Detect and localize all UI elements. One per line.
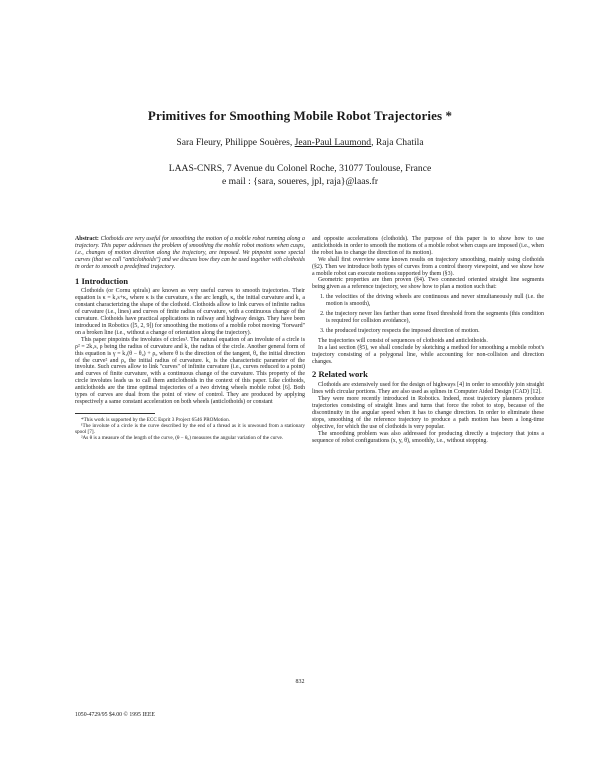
author-name: Raja Chatila: [375, 137, 424, 148]
list-item: 1. the velocities of the driving wheels are continuous and never simultaneously null (i.e. the motion is smooth),: [326, 294, 544, 308]
footnote: *This work is supported by the ECC Esprit 3 Project 6546 PROMotion.: [81, 416, 230, 423]
affiliation-block: [0, 162, 600, 188]
abstract-text: Clothoids are very useful for smoothing the motion of a mobile robot running along a trajectory. This paper addresses the problem of smoothing the mobile robot motions when cusps, i.e., changes of motion direction along the trajectory, are imposed. We pinpoint some special curves (that we call "anticlothoids") and we discuss how they can be used together with clothoids in order to smooth a predefined trajectory.: [75, 236, 305, 270]
footnote: ¹The involute of a circle is the curve described by the end of a thread as it is unwound from a stationary spool [7].: [75, 423, 305, 436]
author-name: Jean-Paul Laumond: [294, 137, 372, 148]
footnote: ²As θ is a measure of the length of the curve, (θ − θ₀) measures the angular variation of the curve.: [81, 435, 284, 442]
author-name: Sara Fleury: [176, 137, 221, 148]
paragraph: In a last section (§5), we shall conclude by sketching a method for smoothing a mobile robot's trajectory consisting of a polygonal line, while accounting for non-collision and direction changes.: [312, 344, 544, 365]
author-separator: ,: [371, 137, 376, 148]
author-list: [0, 137, 600, 148]
list-item: 3. the produced trajectory respects the imposed direction of motion.: [326, 328, 544, 335]
paragraph: Geometric properties are then proven (§4). Two connected oriented straight line segments being given as a reference trajectory, we show how to plan a motion such that:: [312, 277, 544, 291]
section-heading-introduction: 1 Introduction: [75, 275, 129, 286]
paragraph: They were more recently introduced in Robotics. Indeed, most trajectory planners produce trajectories consisting of straight lines and turns that force the robot to stop, because of the discontinuity in the angular speed when it has to change direction. In order to eliminate these stops, smoothing of the reference trajectory to produce a path motion has been a long-time objective, for which the use of clothoids is very popular.: [312, 396, 544, 430]
abstract: [75, 236, 305, 271]
condition-list: [312, 294, 544, 335]
right-column: [312, 236, 544, 444]
paragraph: Clothoids are extensively used for the design of highways [4] in order to smoothly join straight lines with circular portions. They are also used as splines in Computer Aided Design (CAD) [12].: [312, 382, 544, 396]
paragraph: The smoothing problem was also addressed for producing directly a trajectory that joins a sequence of robot configurations (x, y, θ), smoothly, i.e., without stopping.: [312, 430, 544, 444]
paragraph: Clothoids (or Cornu spirals) are known as very useful curves to smooth trajectories. Their equation is κ = k₁s+κ₀ where κ is the curvature, s the arc length, κ₀ the initial curvature and k₁ a constant characterizing the shape of the clothoid. Clothoids allow to link curves of infinite radius of curvature (i.e., lines) and curves of finite radius of curvature, with a continuous change of the curvature. Clothoids have practical applications in railway and highway design. They have been introduced in Robotics ([5, 2, 9]) for smoothing the motions of a mobile robot moving "forward" on a broken line (i.e., without a change of orientation along the trajectory).: [75, 288, 305, 336]
left-column: [75, 236, 305, 442]
paragraph: We shall first overview some known results on trajectory smoothing, mainly using clothoids (§2). Then we introduce both types of curves from a control theory viewpoint, and we show how a mobile robot can execute motions supported by them (§3).: [312, 256, 544, 277]
author-name: Philippe Souères: [225, 137, 290, 148]
paper-title: Primitives for Smoothing Mobile Robot Trajectories *: [147, 108, 453, 123]
email: e mail : {sara, soueres, jpl, raja}@laas.fr: [221, 176, 379, 187]
page-number: 832: [295, 679, 305, 685]
abstract-label: Abstract:: [75, 236, 99, 242]
section-heading-related-work: 2 Related work: [312, 369, 368, 380]
paragraph: and opposite accelerations (clothoids). The purpose of this paper is to show how to use anticlothoids in order to smooth the motions of a mobile robot when cusps are imposed (i.e., when the robot has to change the direction of its motion).: [312, 236, 544, 256]
affiliation: LAAS-CNRS, 7 Avenue du Colonel Roche, 31077 Toulouse, France: [168, 163, 432, 174]
list-item: 2. the trajectory never lies farther than some fixed threshold from the segments (this condition is required for collision avoidance),: [326, 311, 544, 325]
paragraph: The trajectories will consist of sequences of clothoids and anticlothoids.: [318, 337, 488, 344]
author-separator: ,: [220, 137, 226, 148]
footnote-rule: [75, 413, 155, 414]
paragraph: This paper pinpoints the involutes of circles¹. The natural equation of an involute of a circle is ρ² = 2k₁s, ρ being the radius of curvature and k₁ the radius of the circle. Another general form of this equation is γ = k₁(θ − θ₀) + ρ₀ where θ is the direction of the tangent, θ₀ the initial direction of the curve² and ρ₀ the initial radius of curvature. k₁ is the characteristic parameter of the involute. Such curves allow to link "curves" of infinite curvature (i.e., curves reduced to a point) and curves of finite curvature, with a continuous change of the curvature. This property of the circle involutes leads us to call them anticlothoids in the context of this paper. Like clothoids, anticlothoids are the time optimal trajectories of a two driving wheels mobile robot [6]. Both types of curves are dual from the point of view of control. They are produced by applying respectively a same constant acceleration on both wheels (anticlothoids) or constant: [75, 336, 305, 405]
issn-line: 1050-4729/95 $4.00 © 1995 IEEE: [75, 712, 155, 718]
author-separator: ,: [289, 137, 295, 148]
